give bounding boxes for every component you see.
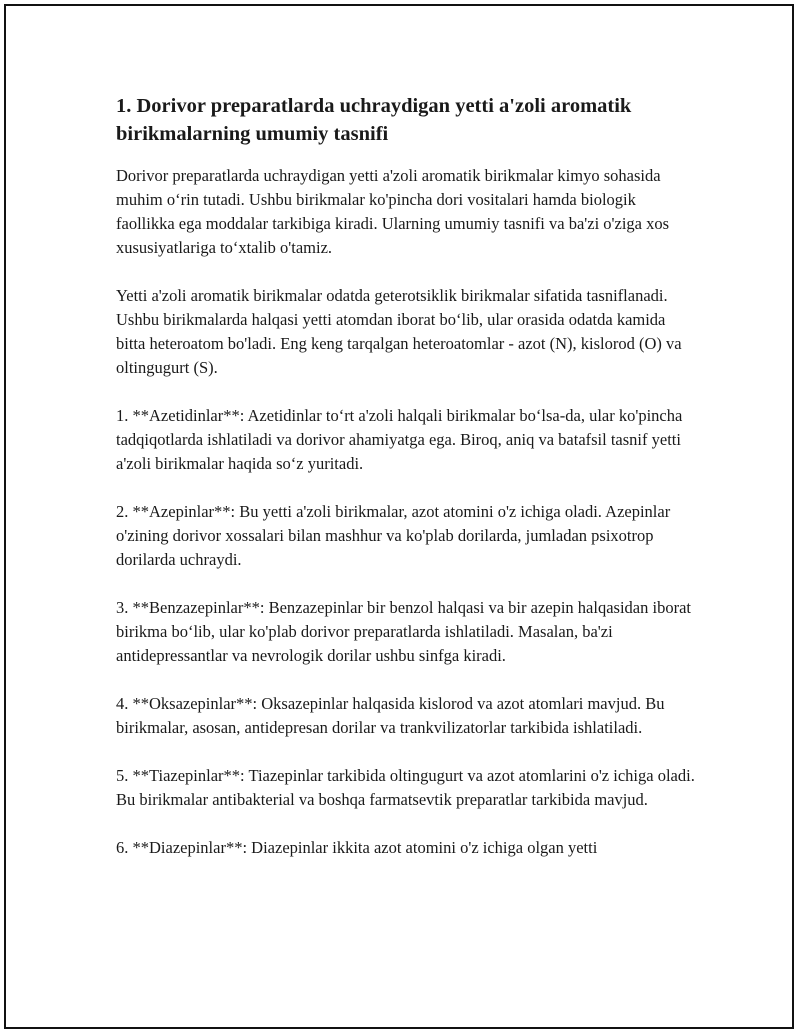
list-item-azepinlar: 2. **Azepinlar**: Bu yetti a'zoli birikmalar, azot atomini o'z ichiga oladi. Azepinlar o'zining dorivor xossalari bilan mashhur va ko'plab dorilarda, jumladan psixotrop dorilarda uchraydi.	[116, 502, 671, 569]
intro-paragraph: Dorivor preparatlarda uchraydigan yetti a'zoli aromatik birikmalar kimyo sohasida muhim o‘rin tutadi. Ushbu birikmalar ko'pincha dori vositalari hamda biologik faollikka ega moddalar tarkibiga kiradi. Ularning umumiy tasnifi va ba'zi o'ziga xos xususiyatlariga to‘xtalib o'tamiz.	[116, 166, 670, 257]
list-item-tiazepinlar: 5. **Tiazepinlar**: Tiazepinlar tarkibida oltingugurt va azot atomlarini o'z ichiga oladi. Bu birikmalar antibakterial va boshqa farmatsevtik preparatlar tarkibida mavjud.	[116, 766, 695, 809]
list-item-diazepinlar: 6. **Diazepinlar**: Diazepinlar ikkita azot atomini o'z ichiga olgan yetti	[116, 838, 598, 857]
list-item-benzazepinlar: 3. **Benzazepinlar**: Benzazepinlar bir benzol halqasi va bir azepin halqasidan iborat birikma bo‘lib, ular ko'plab dorivor preparatlarda ishlatiladi. Masalan, ba'zi antidepressantlar va nevrologik dorilar ushbu sinfga kiradi.	[116, 598, 691, 665]
document-body	[116, 92, 696, 884]
classification-paragraph: Yetti a'zoli aromatik birikmalar odatda geterotsiklik birikmalar sifatida tasniflanadi. Ushbu birikmalarda halqasi yetti atomdan iborat bo‘lib, ular orasida odatda kamida bitta heteroatom bo'ladi. Eng keng tarqalgan heteroatomlar - azot (N), kislorod (O) va oltingugurt (S).	[116, 286, 682, 377]
list-item-azetidinlar: 1. **Azetidinlar**: Azetidinlar to‘rt a'zoli halqali birikmalar bo‘lsa-da, ular ko'pincha tadqiqotlarda ishlatiladi va dorivor ahamiyatga ega. Biroq, aniq va batafsil tasnif yetti a'zoli birikmalar haqida so‘z yuritadi.	[116, 406, 683, 473]
list-item-oksazepinlar: 4. **Oksazepinlar**: Oksazepinlar halqasida kislorod va azot atomlari mavjud. Bu birikmalar, asosan, antidepresan dorilar va trankvilizatorlar tarkibida ishlatiladi.	[116, 694, 665, 737]
section-heading: 1. Dorivor preparatlarda uchraydigan yetti a'zoli aromatik birikmalarning umumiy tasnifi	[116, 95, 632, 145]
